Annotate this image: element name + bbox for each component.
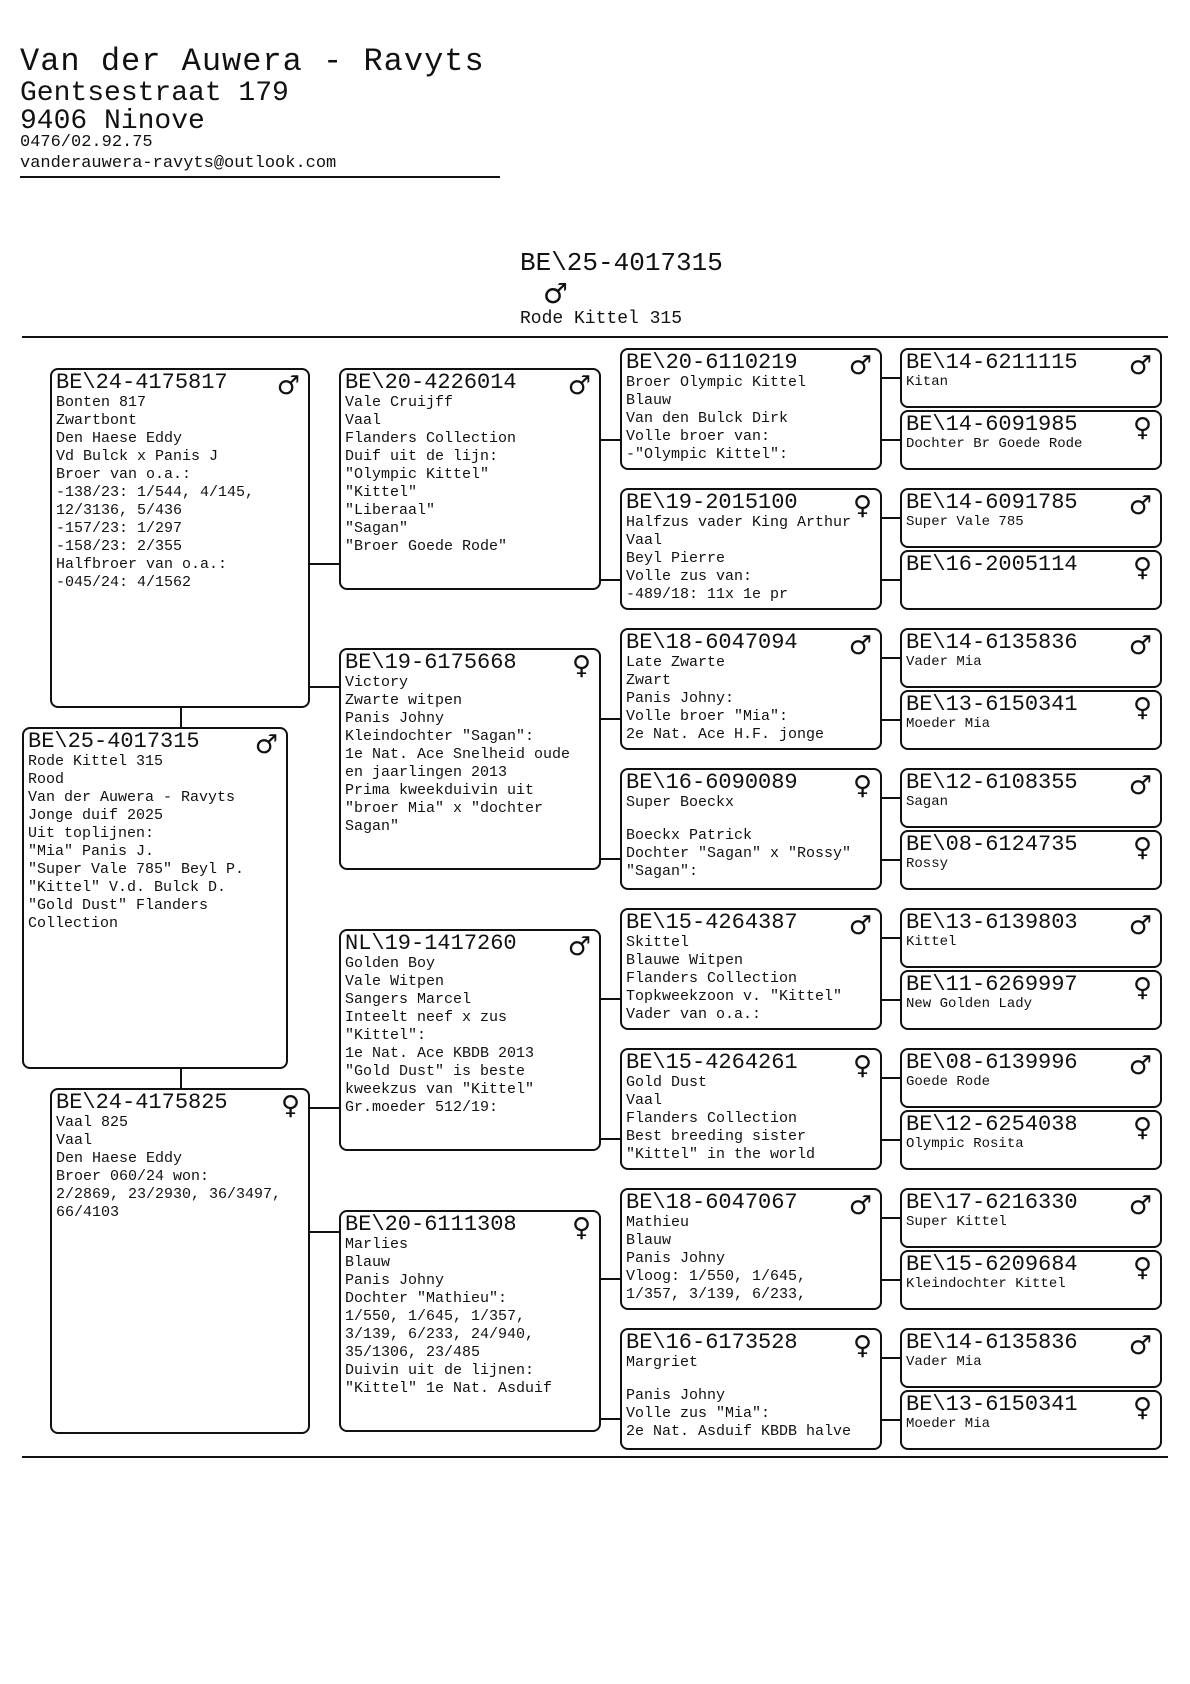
connector: [880, 937, 900, 939]
detail-line: Panis Johny: [626, 1387, 726, 1404]
pigeon-card-g12: [900, 1110, 1162, 1170]
pigeon-details: [345, 955, 595, 1117]
ring-number: BE\14-6211115: [906, 350, 1078, 375]
detail-line: Duif uit de lijn:: [345, 448, 499, 465]
detail-line: Sagan: [906, 794, 949, 810]
female-icon: ♀: [852, 1051, 872, 1081]
pigeon-card-ff: [339, 368, 601, 590]
pigeon-card-main: [22, 727, 288, 1069]
pigeon-details: [906, 1136, 1156, 1152]
subject-name: Rode Kittel 315: [520, 309, 683, 329]
female-icon: ♀: [1132, 693, 1152, 723]
detail-line: Volle zus "Mia":: [626, 1405, 771, 1422]
connector: [880, 1077, 900, 1079]
pigeon-details: [626, 794, 876, 881]
detail-line: 2e Nat. Ace H.F. jonge: [626, 726, 825, 743]
connector: [309, 686, 339, 688]
ring-number: BE\16-6090089: [626, 770, 798, 795]
ring-number: BE\13-6139803: [906, 910, 1078, 935]
ring-number: BE\13-6150341: [906, 692, 1078, 717]
ring-number: BE\19-6175668: [345, 650, 517, 675]
detail-line: -158/23: 2/355: [56, 538, 183, 555]
female-icon: ♀: [571, 651, 591, 681]
connector: [600, 858, 620, 860]
pigeon-card-mmf: [620, 1188, 882, 1310]
detail-line: Blauw: [345, 1254, 391, 1271]
detail-line: 1/550, 1/645, 1/357,: [345, 1308, 526, 1325]
pigeon-card-g6: [900, 690, 1162, 750]
detail-line: Vale Witpen: [345, 973, 445, 990]
detail-line: "Gold Dust" Flanders: [28, 897, 209, 914]
detail-line: -045/24: 4/1562: [56, 574, 192, 591]
detail-line: -138/23: 1/544, 4/145,: [56, 484, 255, 501]
ring-number: BE\14-6091785: [906, 490, 1078, 515]
detail-line: -"Olympic Kittel":: [626, 446, 789, 463]
detail-line: Olympic Rosita: [906, 1136, 1024, 1152]
detail-line: -157/23: 1/297: [56, 520, 183, 537]
detail-line: "broer Mia" x "dochter: [345, 800, 544, 817]
pigeon-card-g11: [900, 1048, 1162, 1108]
female-icon: ♀: [852, 771, 872, 801]
pigeon-card-mfm: [620, 1048, 882, 1170]
ring-number: BE\08-6139996: [906, 1050, 1078, 1075]
connector: [880, 999, 900, 1001]
detail-line: Volle broer "Mia":: [626, 708, 789, 725]
ring-number: BE\08-6124735: [906, 832, 1078, 857]
detail-line: Vloog: 1/550, 1/645,: [626, 1268, 807, 1285]
detail-line: Moeder Mia: [906, 716, 991, 732]
male-icon: ♂: [543, 277, 569, 310]
ring-number: BE\14-6135836: [906, 630, 1078, 655]
pigeon-card-g3: [900, 488, 1162, 548]
pigeon-details: [906, 996, 1156, 1012]
ring-number: BE\13-6150341: [906, 1392, 1078, 1417]
detail-line: 12/3136, 5/436: [56, 502, 183, 519]
ring-number: BE\24-4175825: [56, 1090, 228, 1115]
male-icon: ♂: [1128, 771, 1152, 801]
detail-line: "Kittel":: [345, 1027, 427, 1044]
male-icon: ♂: [1128, 1191, 1152, 1221]
ring-number: NL\19-1417260: [345, 931, 517, 956]
detail-line: 2e Nat. Asduif KBDB halve: [626, 1423, 852, 1440]
detail-line: Late Zwarte: [626, 654, 726, 671]
detail-line: Blauw: [626, 1232, 672, 1249]
detail-line: Broer Olympic Kittel: [626, 374, 807, 391]
detail-line: "Kittel" in the world: [626, 1146, 816, 1163]
detail-line: Skittel: [626, 934, 690, 951]
owner-name: Van der Auwera - Ravyts: [20, 43, 485, 80]
detail-line: 1e Nat. Ace KBDB 2013: [345, 1045, 535, 1062]
pigeon-card-g10: [900, 970, 1162, 1030]
connector: [180, 1068, 182, 1088]
pigeon-card-m: [50, 1088, 310, 1434]
detail-line: Kleindochter Kittel: [906, 1276, 1066, 1292]
connector: [309, 1107, 339, 1109]
pigeon-details: [906, 794, 1156, 810]
pigeon-card-fmm: [620, 768, 882, 890]
female-icon: ♀: [571, 1213, 591, 1243]
ring-number: BE\15-6209684: [906, 1252, 1078, 1277]
male-icon: ♂: [848, 351, 872, 381]
pigeon-details: [906, 1074, 1156, 1090]
pigeon-details: [906, 716, 1156, 732]
detail-line: Panis Johny:: [626, 690, 735, 707]
detail-line: "Gold Dust" is beste: [345, 1063, 526, 1080]
connector: [180, 707, 182, 727]
detail-line: Volle zus van:: [626, 568, 753, 585]
detail-line: "Super Vale 785" Beyl P.: [28, 861, 245, 878]
detail-line: Panis Johny: [345, 1272, 445, 1289]
pigeon-card-mm: [339, 1210, 601, 1432]
detail-line: Dochter Br Goede Rode: [906, 436, 1083, 452]
detail-line: Sagan": [345, 818, 400, 835]
connector: [600, 1418, 620, 1420]
detail-line: [626, 1372, 876, 1387]
detail-line: 1e Nat. Ace Snelheid oude: [345, 746, 571, 763]
ring-number: BE\20-4226014: [345, 370, 517, 395]
connector: [880, 719, 900, 721]
male-icon: ♂: [1128, 1331, 1152, 1361]
detail-line: [626, 812, 876, 827]
detail-line: "Sagan": [345, 520, 409, 537]
subject-ring: BE\25-4017315: [520, 248, 723, 278]
pigeon-details: [626, 374, 876, 464]
detail-line: Den Haese Eddy: [56, 430, 183, 447]
female-icon: ♀: [852, 1331, 872, 1361]
ring-number: BE\20-6111308: [345, 1212, 517, 1237]
detail-line: Boeckx Patrick: [626, 827, 753, 844]
ring-number: BE\15-4264261: [626, 1050, 798, 1075]
detail-line: Blauwe Witpen: [626, 952, 744, 969]
connector: [880, 377, 900, 379]
detail-line: Vaal: [345, 412, 382, 429]
detail-line: Flanders Collection: [626, 1110, 798, 1127]
pigeon-card-g9: [900, 908, 1162, 968]
ring-number: BE\12-6254038: [906, 1112, 1078, 1137]
detail-line: Margriet: [626, 1354, 699, 1371]
detail-line: Vale Cruijff: [345, 394, 454, 411]
pigeon-card-fm: [339, 648, 601, 870]
detail-line: 1/357, 3/139, 6/233,: [626, 1286, 807, 1303]
male-icon: ♂: [276, 371, 300, 401]
pigeon-details: [345, 674, 595, 836]
pigeon-details: [906, 374, 1156, 390]
detail-line: "Kittel" 1e Nat. Asduif: [345, 1380, 553, 1397]
pigeon-details: [28, 753, 282, 933]
pigeon-details: [906, 436, 1156, 452]
pigeon-card-g15: [900, 1328, 1162, 1388]
detail-line: Bonten 817: [56, 394, 147, 411]
ring-number: BE\18-6047094: [626, 630, 798, 655]
detail-line: kweekzus van "Kittel": [345, 1081, 535, 1098]
pigeon-card-fmf: [620, 628, 882, 750]
female-icon: ♀: [1132, 1113, 1152, 1143]
connector: [880, 517, 900, 519]
detail-line: Vader Mia: [906, 1354, 982, 1370]
detail-line: Panis Johny: [626, 1250, 726, 1267]
detail-line: Topkweekzoon v. "Kittel": [626, 988, 843, 1005]
detail-line: Kleindochter "Sagan":: [345, 728, 535, 745]
connector: [309, 1231, 339, 1233]
connector: [880, 1279, 900, 1281]
detail-line: Broer van o.a.:: [56, 466, 192, 483]
detail-line: 35/1306, 23/485: [345, 1344, 481, 1361]
detail-line: New Golden Lady: [906, 996, 1033, 1012]
detail-line: Sangers Marcel: [345, 991, 472, 1008]
detail-line: Super Kittel: [906, 1214, 1007, 1230]
pigeon-details: [626, 1214, 876, 1304]
pigeon-details: [906, 514, 1156, 530]
top-rule: [22, 336, 1168, 338]
pigeon-card-ffm: [620, 488, 882, 610]
pigeon-details: [906, 1354, 1156, 1370]
pigeon-details: [56, 394, 304, 592]
detail-line: Rode Kittel 315: [28, 753, 164, 770]
detail-line: Vader Mia: [906, 654, 982, 670]
ring-number: BE\24-4175817: [56, 370, 228, 395]
detail-line: Gr.moeder 512/19:: [345, 1099, 499, 1116]
pigeon-card-g1: [900, 348, 1162, 408]
detail-line: Vaal 825: [56, 1114, 129, 1131]
detail-line: Best breeding sister: [626, 1128, 807, 1145]
detail-line: Zwarte witpen: [345, 692, 463, 709]
detail-line: Prima kweekduivin uit: [345, 782, 535, 799]
female-icon: ♀: [1132, 1253, 1152, 1283]
pigeon-details: [56, 1114, 304, 1222]
ring-number: BE\19-2015100: [626, 490, 798, 515]
pigeon-card-g14: [900, 1250, 1162, 1310]
ring-number: BE\15-4264387: [626, 910, 798, 935]
owner-street: Gentsestraat 179: [20, 78, 289, 109]
detail-line: Goede Rode: [906, 1074, 991, 1090]
connector: [600, 1278, 620, 1280]
ring-number: BE\25-4017315: [28, 729, 200, 754]
detail-line: Van den Bulck Dirk: [626, 410, 789, 427]
female-icon: ♀: [1132, 833, 1152, 863]
detail-line: Zwartbont: [56, 412, 138, 429]
detail-line: Golden Boy: [345, 955, 436, 972]
connector: [600, 1138, 620, 1140]
detail-line: 2/2869, 23/2930, 36/3497,: [56, 1186, 282, 1203]
connector: [880, 1357, 900, 1359]
pigeon-card-g5: [900, 628, 1162, 688]
detail-line: "Olympic Kittel": [345, 466, 490, 483]
owner-phone: 0476/02.92.75: [20, 133, 153, 152]
pigeon-details: [626, 654, 876, 744]
detail-line: Vaal: [56, 1132, 93, 1149]
ring-number: BE\11-6269997: [906, 972, 1078, 997]
connector: [880, 1419, 900, 1421]
pigeon-details: [906, 654, 1156, 670]
male-icon: ♂: [848, 1191, 872, 1221]
pigeon-card-mmm: [620, 1328, 882, 1450]
ring-number: BE\14-6135836: [906, 1330, 1078, 1355]
detail-line: Panis Johny: [345, 710, 445, 727]
connector: [880, 859, 900, 861]
detail-line: Jonge duif 2025: [28, 807, 164, 824]
female-icon: ♀: [852, 491, 872, 521]
pigeon-details: [626, 934, 876, 1024]
pigeon-card-g4: [900, 550, 1162, 610]
connector: [600, 439, 620, 441]
pigeon-card-g7: [900, 768, 1162, 828]
owner-city: 9406 Ninove: [20, 106, 205, 137]
pigeon-card-g16: [900, 1390, 1162, 1450]
pigeon-card-g2: [900, 410, 1162, 470]
detail-line: Blauw: [626, 392, 672, 409]
female-icon: ♀: [1132, 413, 1152, 443]
pigeon-details: [626, 1354, 876, 1441]
detail-line: Marlies: [345, 1236, 409, 1253]
ring-number: BE\12-6108355: [906, 770, 1078, 795]
detail-line: "Sagan":: [626, 863, 699, 880]
detail-line: Gold Dust: [626, 1074, 708, 1091]
pigeon-card-mf: [339, 929, 601, 1151]
male-icon: ♂: [1128, 491, 1152, 521]
pigeon-details: [906, 856, 1156, 872]
ring-number: BE\20-6110219: [626, 350, 798, 375]
detail-line: Dochter "Sagan" x "Rossy": [626, 845, 852, 862]
male-icon: ♂: [1128, 911, 1152, 941]
detail-line: Super Vale 785: [906, 514, 1024, 530]
ring-number: BE\16-2005114: [906, 552, 1078, 577]
pigeon-details: [906, 1214, 1156, 1230]
detail-line: Kitan: [906, 374, 949, 390]
detail-line: "Broer Goede Rode": [345, 538, 508, 555]
connector: [880, 1217, 900, 1219]
male-icon: ♂: [848, 631, 872, 661]
female-icon: ♀: [1132, 973, 1152, 1003]
connector: [600, 998, 620, 1000]
detail-line: Mathieu: [626, 1214, 690, 1231]
pigeon-details: [906, 1276, 1156, 1292]
pigeon-details: [906, 1416, 1156, 1432]
ring-number: BE\18-6047067: [626, 1190, 798, 1215]
male-icon: ♂: [1128, 631, 1152, 661]
female-icon: ♀: [280, 1091, 300, 1121]
connector: [600, 579, 620, 581]
detail-line: en jaarlingen 2013: [345, 764, 508, 781]
connector: [309, 563, 339, 565]
detail-line: Halfbroer van o.a.:: [56, 556, 228, 573]
detail-line: Volle broer van:: [626, 428, 771, 445]
male-icon: ♂: [1128, 351, 1152, 381]
detail-line: Vaal: [626, 1092, 663, 1109]
detail-line: "Kittel" V.d. Bulck D.: [28, 879, 227, 896]
detail-line: 3/139, 6/233, 24/940,: [345, 1326, 535, 1343]
detail-line: Zwart: [626, 672, 672, 689]
detail-line: Broer 060/24 won:: [56, 1168, 210, 1185]
pigeon-details: [345, 394, 595, 556]
detail-line: Collection: [28, 915, 119, 932]
detail-line: Vd Bulck x Panis J: [56, 448, 219, 465]
ring-number: BE\17-6216330: [906, 1190, 1078, 1215]
male-icon: ♂: [567, 932, 591, 962]
detail-line: Den Haese Eddy: [56, 1150, 183, 1167]
pigeon-card-g13: [900, 1188, 1162, 1248]
connector: [880, 439, 900, 441]
detail-line: 66/4103: [56, 1204, 120, 1221]
detail-line: Halfzus vader King Arthur: [626, 514, 852, 531]
detail-line: "Kittel": [345, 484, 418, 501]
detail-line: Vaal: [626, 532, 663, 549]
pigeon-card-fff: [620, 348, 882, 470]
male-icon: ♂: [567, 371, 591, 401]
connector: [880, 1139, 900, 1141]
pigeon-card-f: [50, 368, 310, 708]
ring-number: BE\16-6173528: [626, 1330, 798, 1355]
ring-number: BE\14-6091985: [906, 412, 1078, 437]
detail-line: "Liberaal": [345, 502, 436, 519]
connector: [880, 579, 900, 581]
pigeon-details: [626, 514, 876, 604]
pigeon-details: [626, 1074, 876, 1164]
bottom-rule: [22, 1456, 1168, 1458]
connector: [600, 718, 620, 720]
male-icon: ♂: [848, 911, 872, 941]
detail-line: Kittel: [906, 934, 957, 950]
detail-line: Victory: [345, 674, 409, 691]
detail-line: Uit toplijnen:: [28, 825, 155, 842]
detail-line: Flanders Collection: [626, 970, 798, 987]
pigeon-details: [345, 1236, 595, 1398]
pigeon-details: [906, 934, 1156, 950]
female-icon: ♀: [1132, 1393, 1152, 1423]
pigeon-card-g8: [900, 830, 1162, 890]
connector: [880, 657, 900, 659]
detail-line: Van der Auwera - Ravyts: [28, 789, 236, 806]
detail-line: Rood: [28, 771, 65, 788]
male-icon: ♂: [254, 730, 278, 760]
detail-line: Super Boeckx: [626, 794, 735, 811]
detail-line: Flanders Collection: [345, 430, 517, 447]
detail-line: Vader van o.a.:: [626, 1006, 762, 1023]
pigeon-card-mff: [620, 908, 882, 1030]
detail-line: -489/18: 11x 1e pr: [626, 586, 789, 603]
detail-line: Dochter "Mathieu":: [345, 1290, 508, 1307]
detail-line: Inteelt neef x zus: [345, 1009, 508, 1026]
detail-line: Rossy: [906, 856, 949, 872]
male-icon: ♂: [1128, 1051, 1152, 1081]
detail-line: Moeder Mia: [906, 1416, 991, 1432]
female-icon: ♀: [1132, 553, 1152, 583]
detail-line: Beyl Pierre: [626, 550, 726, 567]
header-underline: [20, 176, 500, 178]
detail-line: Duivin uit de lijnen:: [345, 1362, 535, 1379]
owner-email: vanderauwera-ravyts@outlook.com: [20, 154, 337, 173]
connector: [880, 797, 900, 799]
detail-line: "Mia" Panis J.: [28, 843, 155, 860]
